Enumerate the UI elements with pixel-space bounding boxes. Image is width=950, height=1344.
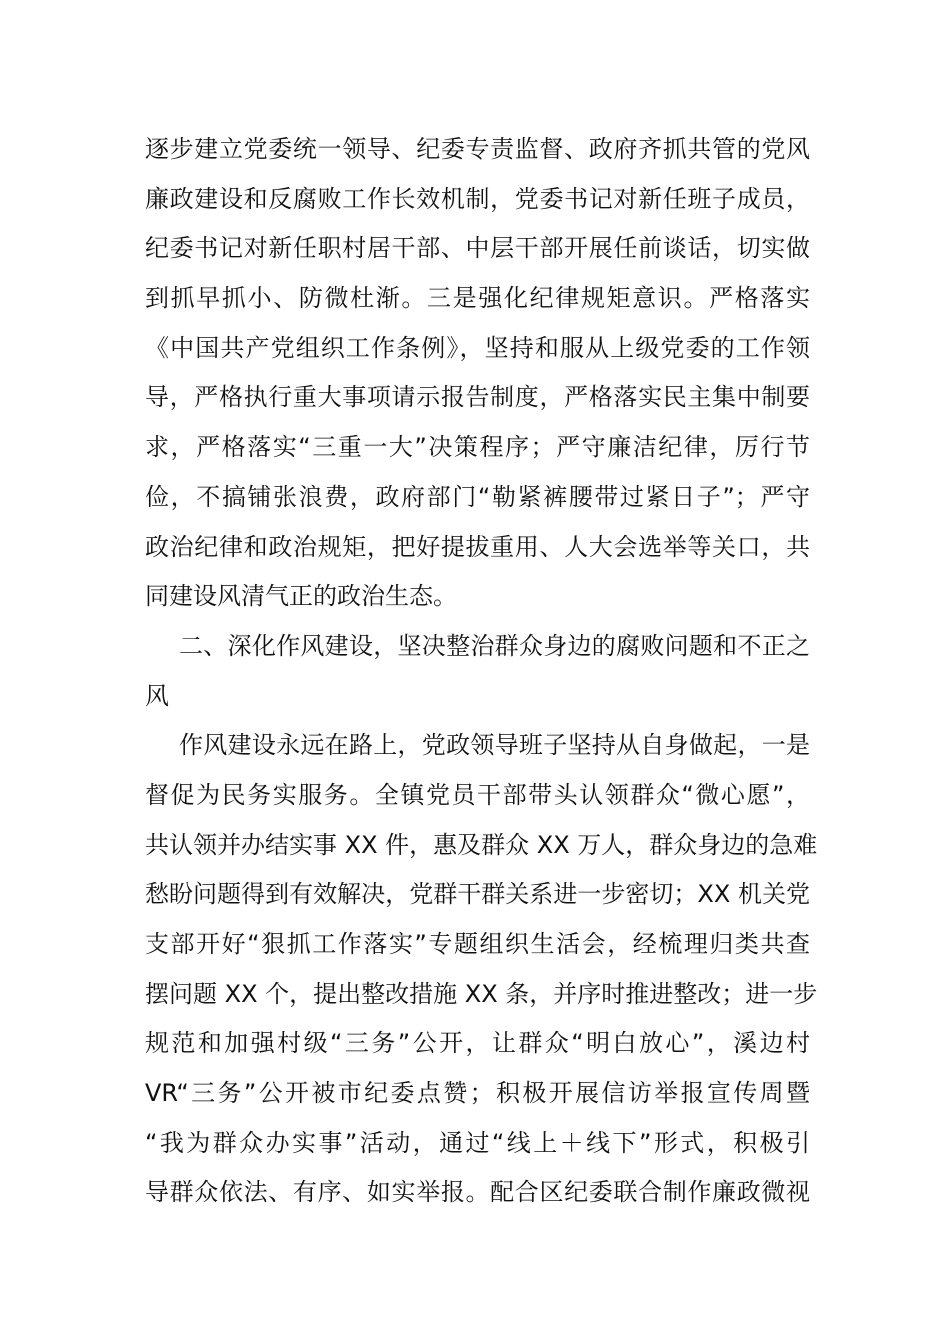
text-line: 导，严格执行重大事项请示报告制度，严格落实民主集中制要 (145, 383, 810, 412)
text-line: 到抓早抓小、防微杜渐。三是强化纪律规矩意识。严格落实 (145, 284, 810, 313)
section-heading-line: 二、深化作风建设，坚决整治群众身边的腐败问题和不正之 (179, 631, 810, 660)
text-line: 俭，不搞铺张浪费，政府部门“勒紧裤腰带过紧日子”；严守 (145, 482, 810, 511)
text-line: 共认领并办结实事 XX 件，惠及群众 XX 万人，群众身边的急难 (145, 830, 818, 859)
text-line: 督促为民务实服务。全镇党员干部带头认领群众“微心愿”， (145, 780, 810, 809)
text-line: 逐步建立党委统一领导、纪委专责监督、政府齐抓共管的党风 (145, 135, 810, 163)
text-line: 廉政建设和反腐败工作长效机制，党委书记对新任班子成员， (145, 184, 810, 213)
document-body (145, 125, 818, 1218)
text-line: 规范和加强村级“三务”公开，让群众“明白放心”，溪边村 (145, 1029, 810, 1058)
section-heading-line: 风 (145, 681, 169, 710)
text-line: 同建设风清气正的政治生态。 (145, 582, 457, 611)
text-line: 纪委书记对新任职村居干部、中层干部开展任前谈话，切实做 (145, 234, 810, 263)
text-line: “我为群众办实事”活动，通过“线上＋线下”形式，积极引 (145, 1128, 810, 1157)
text-line: 支部开好“狠抓工作落实”专题组织生活会，经梳理归类共查 (145, 930, 810, 958)
text-line: 政治纪律和政治规矩，把好提拔重用、人大会选举等关口，共 (145, 532, 810, 561)
text-line: 作风建设永远在路上，党政领导班子坚持从自身做起，一是 (179, 731, 810, 760)
text-line: VR“三务”公开被市纪委点赞；积极开展信访举报宣传周暨 (145, 1079, 810, 1108)
text-line: 愁盼问题得到有效解决，党群干群关系进一步密切；XX 机关党 (145, 880, 810, 909)
text-line: 导群众依法、有序、如实举报。配合区纪委联合制作廉政微视 (145, 1178, 810, 1207)
text-line: 《中国共产党组织工作条例》，坚持和服从上级党委的工作领 (145, 333, 810, 362)
text-line: 求，严格落实“三重一大”决策程序；严守廉洁纪律，厉行节 (145, 433, 810, 462)
text-line: 摆问题 XX 个，提出整改措施 XX 条，并序时推进整改；进一步 (145, 979, 818, 1008)
